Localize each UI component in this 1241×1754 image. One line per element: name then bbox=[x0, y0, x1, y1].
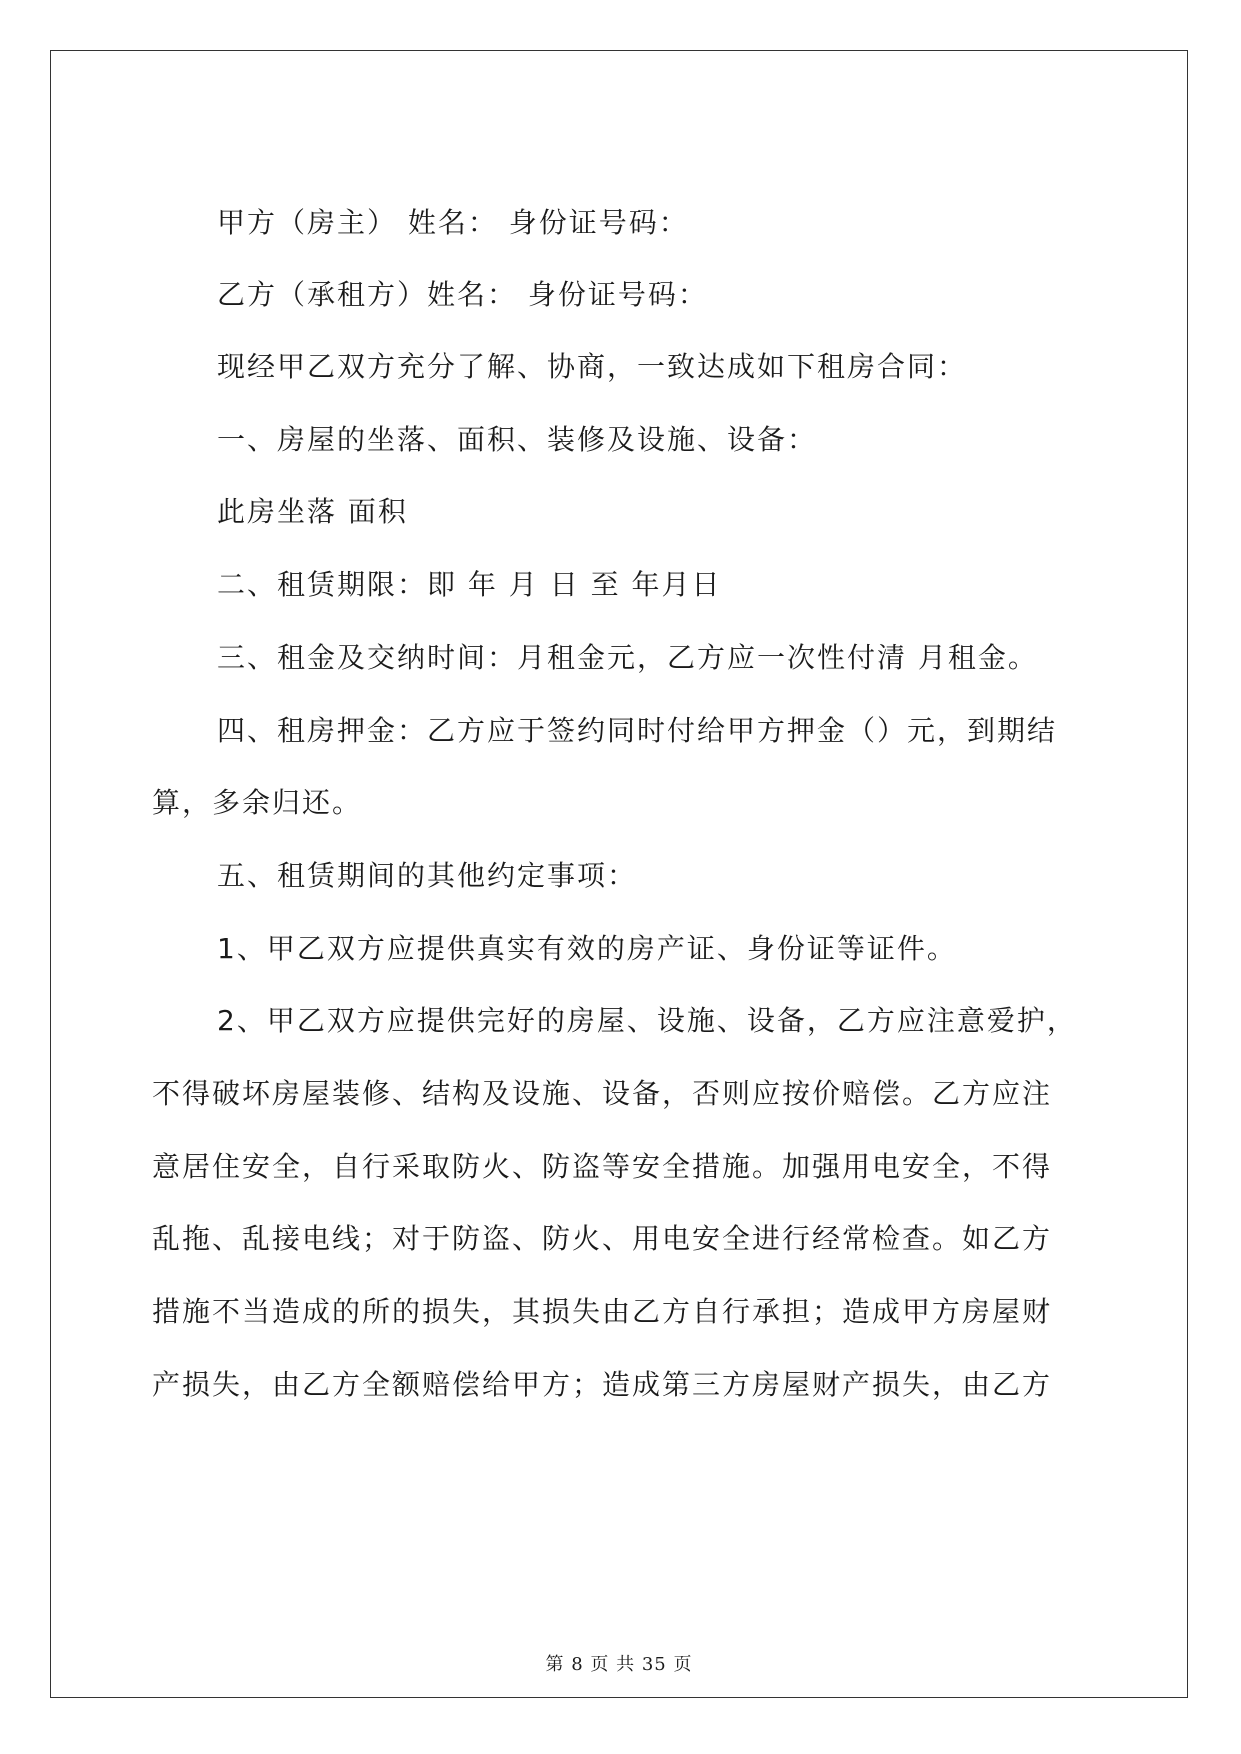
item-2-line-5: 措施不当造成的所的损失，其损失由乙方自行承担；造成甲方房屋财 bbox=[152, 1295, 1053, 1328]
agreement-intro: 现经甲乙双方充分了解、协商，一致达成如下租房合同： bbox=[217, 350, 968, 383]
party-a-line: 甲方（房主） 姓名： 身份证号码： bbox=[217, 206, 689, 239]
section-3-rent: 三、租金及交纳时间：月租金元，乙方应一次性付清 月租金。 bbox=[217, 641, 1038, 674]
house-location-line: 此房坐落 面积 bbox=[217, 495, 408, 528]
item-2-line-2: 不得破坏房屋装修、结构及设施、设备，否则应按价赔偿。乙方应注 bbox=[152, 1077, 1053, 1110]
item-2-line-3: 意居住安全，自行采取防火、防盗等安全措施。加强用电安全，不得 bbox=[152, 1150, 1053, 1183]
party-b-line: 乙方（承租方）姓名： 身份证号码： bbox=[217, 278, 708, 311]
section-4-deposit-cont: 算，多余归还。 bbox=[152, 786, 363, 819]
item-2-line-6: 产损失，由乙方全额赔偿给甲方；造成第三方房屋财产损失，由乙方 bbox=[152, 1368, 1053, 1401]
page-frame bbox=[50, 50, 1188, 1698]
section-1-heading: 一、房屋的坐落、面积、装修及设施、设备： bbox=[217, 423, 818, 456]
item-1: 1、甲乙双方应提供真实有效的房产证、身份证等证件。 bbox=[217, 932, 957, 965]
section-2-lease-term: 二、租赁期限：即 年 月 日 至 年月日 bbox=[217, 568, 722, 601]
page-number-footer: 第 8 页 共 35 页 bbox=[545, 1654, 693, 1675]
item-2-line-4: 乱拖、乱接电线；对于防盗、防火、用电安全进行经常检查。如乙方 bbox=[152, 1222, 1053, 1255]
item-2-line-1: 2、甲乙双方应提供完好的房屋、设施、设备，乙方应注意爱护， bbox=[217, 1004, 1077, 1037]
section-5-heading: 五、租赁期间的其他约定事项： bbox=[217, 859, 638, 892]
section-4-deposit: 四、租房押金：乙方应于签约同时付给甲方押金（）元，到期结 bbox=[217, 714, 1058, 747]
